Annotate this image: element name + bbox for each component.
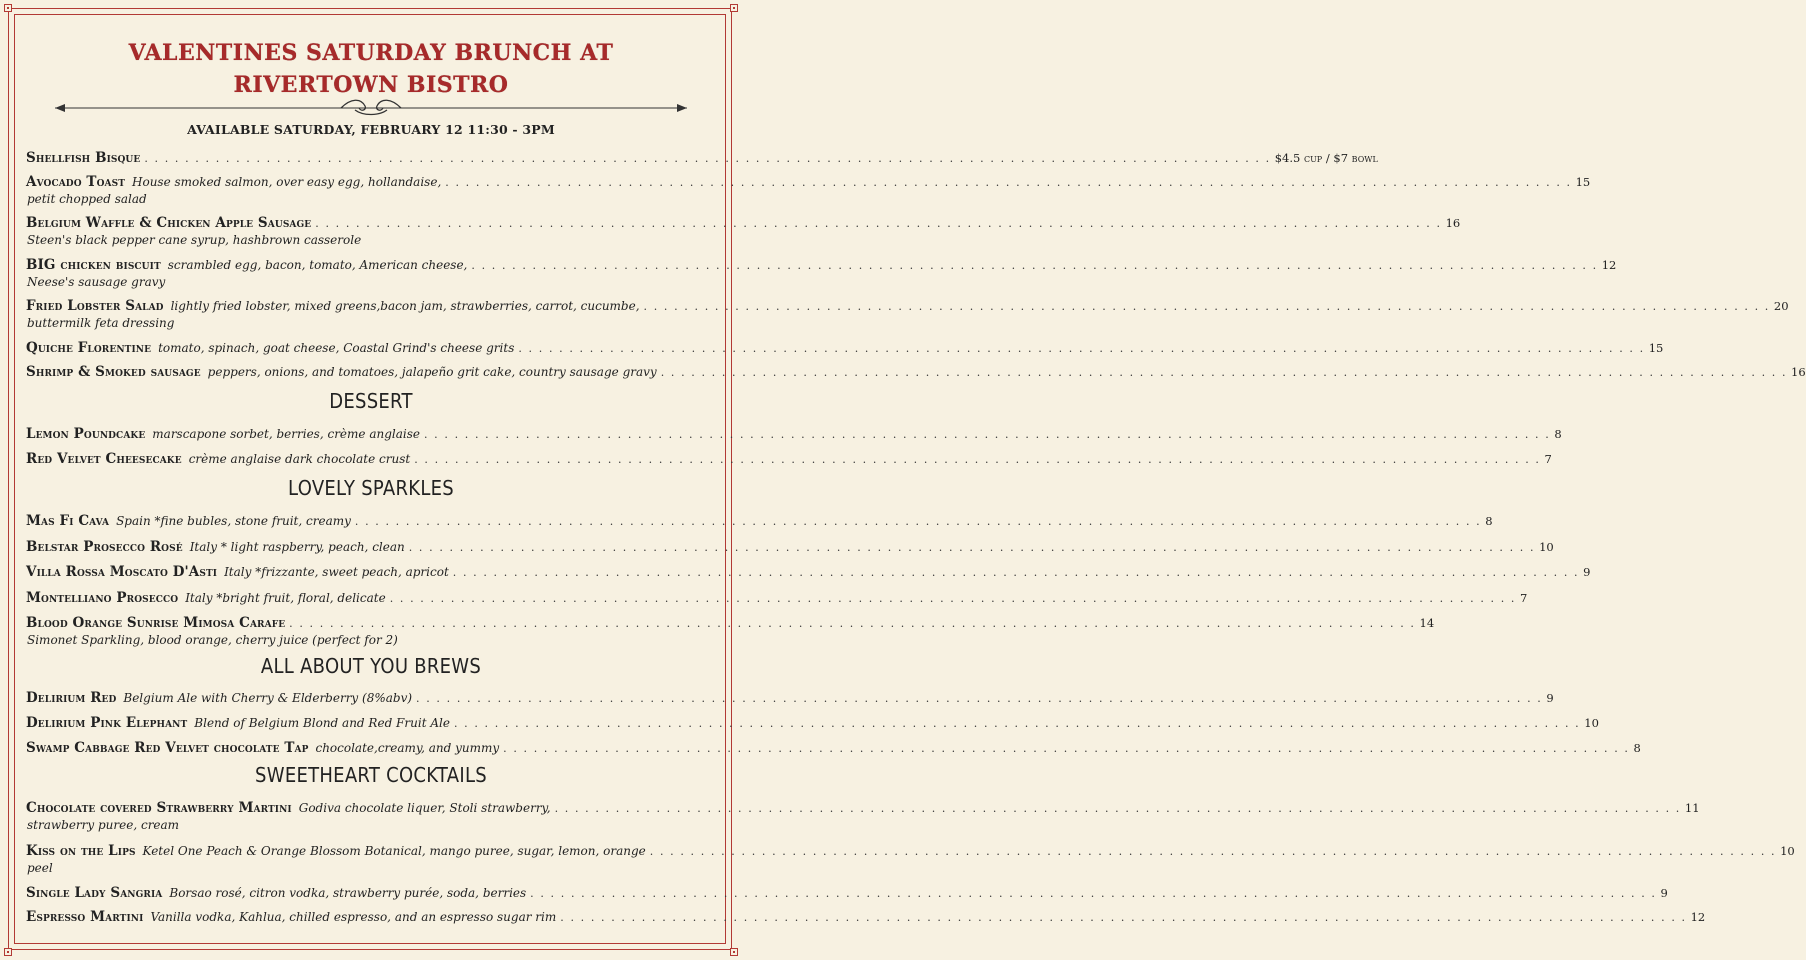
menu-item-name: BIG chicken biscuit [26,257,161,273]
menu-item-description-continued: Neese's sausage gravy [27,275,166,289]
menu-item-name: Single Lady Sangria [26,885,163,901]
menu-item-name: Villa Rossa Moscato D'Asti [26,564,218,580]
menu-item-description-continued: peel [27,861,53,875]
availability-line: AVAILABLE SATURDAY, FEBRUARY 12 11:30 - 3PM [187,122,555,137]
menu-item-name: Montelliano Prosecco [26,590,179,606]
menu-item-row [26,843,1795,860]
dot-leader [289,615,1415,632]
menu-item [26,590,1528,607]
menu-item [26,690,1554,707]
menu-item-row [26,690,1554,707]
menu-item-description: chocolate,creamy, and yummy [315,741,500,755]
menu-item-description-continued: Steen's black pepper cane syrup, hashbrown casserole [27,233,362,247]
menu-item-row [26,298,1789,315]
section-heading-dessert: DESSERT [329,389,413,413]
menu-item [26,800,1700,834]
menu-item [26,513,1493,530]
menu-item-name: Espresso Martini [26,909,144,925]
menu-item-description: Italy *frizzante, sweet peach, apricot [224,565,449,579]
menu-item [26,364,1806,381]
menu-item-price: 20 [1773,299,1789,313]
menu-item-price: 16 [1791,365,1806,379]
menu-item-name: Red Velvet Cheesecake [26,451,182,467]
menu-item-description-continued: petit chopped salad [27,192,147,206]
menu-item-price: 8 [1554,427,1562,441]
menu-item-price: 9 [1546,691,1554,705]
dot-leader [409,539,1535,556]
menu-item [26,426,1562,443]
menu-item-row [26,174,1591,191]
menu-item-name: Kiss on the Lips [26,843,136,859]
dot-leader [424,426,1550,443]
menu-title-line1: VALENTINES SATURDAY BRUNCH AT [128,40,614,66]
menu-item-price: 9 [1583,565,1591,579]
dot-leader [416,690,1542,707]
menu-item-price: 10 [1584,716,1599,730]
menu-item [26,174,1591,208]
menu-item-price: 7 [1520,591,1528,605]
menu-item-price: $4.5 cup / $7 bowl [1274,151,1378,165]
menu-item [26,451,1552,468]
menu-title-line2: RIVERTOWN BISTRO [233,72,509,98]
menu-item [26,715,1599,732]
menu-item-description: Italy *bright fruit, floral, delicate [185,591,386,605]
menu-item-description: House smoked salmon, over easy egg, hollandaise, [132,175,442,189]
menu-item-price: 8 [1485,514,1493,528]
menu-item-description: Spain *fine bubles, stone fruit, creamy [116,514,351,528]
menu-item-row [26,150,1378,167]
menu-item-name: Lemon Poundcake [26,426,146,442]
menu-item-name: Belstar Prosecco Rosé [26,539,183,555]
menu-item [26,298,1789,332]
menu-item [26,843,1795,877]
dot-leader [454,715,1580,732]
menu-item-row [26,340,1664,357]
dot-leader [661,364,1787,381]
menu-item-row [26,257,1617,274]
menu-item-price: 12 [1690,910,1706,924]
dot-leader [355,513,1481,530]
menu-item-description: Belgium Ale with Cherry & Elderberry (8%abv) [123,691,413,705]
ornamental-divider [55,98,687,118]
dot-leader [390,590,1516,607]
menu-item-description: scrambled egg, bacon, tomato, American cheese, [167,258,468,272]
menu-item-row [26,590,1528,607]
menu-item-description: crème anglaise dark chocolate crust [188,452,411,466]
dot-leader [644,298,1770,315]
menu-item-price: 16 [1445,216,1461,230]
menu-item-name: Fried Lobster Salad [26,298,164,314]
menu-item-row [26,364,1806,381]
menu-item [26,740,1641,757]
menu-item-price: 9 [1660,886,1668,900]
dot-leader [315,215,1441,232]
dot-leader [445,174,1571,191]
menu-item-row [26,715,1599,732]
menu-item-row [26,215,1461,232]
menu-item-row [26,800,1700,817]
menu-item-description: peppers, onions, and tomatoes, jalapeño grit cake, country sausage gravy [207,365,657,379]
menu-item-row [26,740,1641,757]
section-heading-cocktails: SWEETHEART COCKTAILS [255,763,487,787]
corner-ornament-top-left [4,4,12,12]
menu-item-name: Chocolate covered Strawberry Martini [26,800,292,816]
menu-item-name: Shellfish Bisque [26,150,141,166]
dot-leader [144,150,1270,167]
menu-item [26,257,1617,291]
menu-item-price: 12 [1601,258,1617,272]
dot-leader [518,340,1644,357]
menu-item-description-continued: Simonet Sparkling, blood orange, cherry juice (perfect for 2) [27,633,398,647]
menu-item-row [26,885,1668,902]
menu-item-price: 10 [1780,844,1795,858]
section-heading-sparkles: LOVELY SPARKLES [288,476,454,500]
menu-item-price: 15 [1648,341,1664,355]
corner-ornament-bottom-right [730,948,738,956]
dot-leader [560,909,1686,926]
corner-ornament-bottom-left [4,948,12,956]
dot-leader [471,257,1597,274]
menu-item-row [26,426,1562,443]
dot-leader [453,564,1579,581]
menu-item [26,340,1664,357]
menu-item-description: Godiva chocolate liquer, Stoli strawberry, [298,801,551,815]
menu-item-description: Borsao rosé, citron vodka, strawberry purée, soda, berries [169,886,527,900]
menu-item-price: 14 [1419,616,1435,630]
menu-item-row [26,451,1552,468]
menu-item-description: tomato, spinach, goat cheese, Coastal Grind's cheese grits [158,341,515,355]
menu-item-name: Shrimp & Smoked sausage [26,364,201,380]
menu-item-description: Ketel One Peach & Orange Blossom Botanical, mango puree, sugar, lemon, orange [142,844,646,858]
menu-item-price: 15 [1575,175,1591,189]
menu-item [26,215,1461,249]
menu-item-row [26,564,1591,581]
menu-item-row [26,539,1554,556]
menu-item-row [26,513,1493,530]
menu-item-name: Avocado Toast [26,174,125,190]
menu-item-description-continued: buttermilk feta dressing [27,316,175,330]
menu-item-row [26,909,1706,926]
menu-item-price: 7 [1544,452,1552,466]
menu-item [26,150,1378,167]
menu-item-price: 10 [1539,540,1554,554]
menu-item-name: Blood Orange Sunrise Mimosa Carafe [26,615,286,631]
menu-item-description: Blend of Belgium Blond and Red Fruit Ale [194,716,450,730]
menu-item-description-continued: strawberry puree, cream [27,818,180,832]
menu-item [26,539,1554,556]
dot-leader [555,800,1681,817]
menu-item-name: Swamp Cabbage Red Velvet chocolate Tap [26,740,309,756]
section-heading-brews: ALL ABOUT YOU BREWS [260,654,482,678]
menu-item [26,615,1435,649]
menu-item-row [26,615,1435,632]
dot-leader [530,885,1656,902]
menu-item-price: 11 [1684,801,1700,815]
dot-leader [414,451,1540,468]
menu-item-name: Mas Fi Cava [26,513,110,529]
menu-item-price: 8 [1633,741,1641,755]
menu-item-name: Quiche Florentine [26,340,152,356]
menu-item-name: Delirium Red [26,690,117,706]
dot-leader [650,843,1776,860]
menu-item [26,564,1591,581]
menu-item [26,885,1668,902]
corner-ornament-top-right [730,4,738,12]
menu-item-description: Vanilla vodka, Kahlua, chilled espresso, and an espresso sugar rim [150,910,557,924]
menu-item-description: Italy * light raspberry, peach, clean [189,540,405,554]
menu-item [26,909,1706,926]
menu-item-description: lightly fried lobster, mixed greens,bacon jam, strawberries, carrot, cucumbe, [170,299,640,313]
menu-item-description: marscapone sorbet, berries, crème anglaise [152,427,420,441]
menu-item-name: Belgium Waffle & Chicken Apple Sausage [26,215,312,231]
dot-leader [503,740,1629,757]
menu-item-name: Delirium Pink Elephant [26,715,188,731]
